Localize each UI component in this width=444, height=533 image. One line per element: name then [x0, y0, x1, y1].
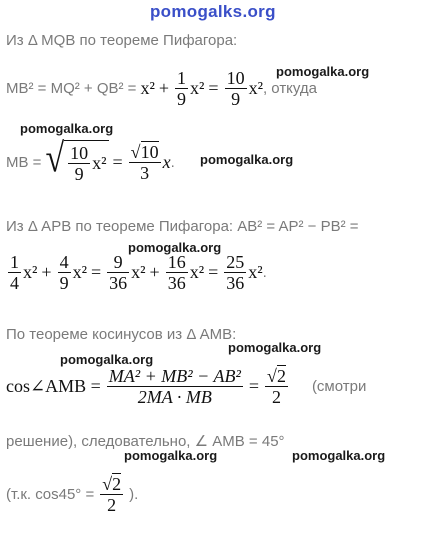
- plus-sign: +: [149, 262, 160, 282]
- term-x2: x²: [92, 153, 107, 173]
- equals-sign: =: [208, 78, 219, 98]
- term-x2: x²: [190, 78, 205, 98]
- term-x2: x²: [248, 78, 263, 98]
- fraction-10-9: [68, 143, 90, 184]
- numerator: √2: [102, 474, 122, 494]
- numerator: 25: [226, 252, 245, 272]
- equation-mb-squared: [6, 68, 317, 109]
- numerator: 1: [10, 252, 19, 272]
- watermark: pomogalka.org: [292, 448, 386, 463]
- denominator: 2: [107, 495, 117, 515]
- text-since-cos45: (т.к. cos45° =: [6, 486, 95, 503]
- equals-sign: =: [248, 376, 260, 396]
- cos-amb-lhs: cos∠AMB =: [6, 376, 101, 396]
- watermark: pomogalka.org: [60, 352, 154, 367]
- denominator: 9: [231, 89, 241, 109]
- denominator: 9: [59, 273, 69, 293]
- period: .: [262, 264, 267, 281]
- denominator: 2: [271, 387, 281, 407]
- text-otkuda: , откуда: [262, 80, 318, 97]
- denominator: 2MA · MB: [137, 387, 212, 407]
- equation-cos45: [6, 474, 138, 515]
- text-mqb-pythagoras: Из Δ MQB по теореме Пифагора:: [6, 32, 238, 49]
- term-x: x: [162, 151, 171, 172]
- numerator: √10: [130, 141, 159, 162]
- watermark: pomogalka.org: [200, 152, 294, 167]
- text-apb-pythagoras: Из Δ APB по теореме Пифагора: AB² = AP² − PB² =: [6, 218, 359, 235]
- denominator: 9: [177, 89, 186, 109]
- fraction-sqrt10-3: [129, 142, 161, 183]
- text-close: ).: [129, 486, 139, 503]
- equals-sign: =: [112, 151, 123, 172]
- term-x2: x²: [23, 262, 38, 282]
- numerator: 16: [167, 252, 186, 272]
- term-x2: x²: [248, 262, 263, 282]
- denominator: 3: [140, 162, 150, 183]
- text-cosine-theorem: По теореме косинусов из Δ AMB:: [6, 326, 237, 343]
- equation-mb: [6, 136, 175, 184]
- term-x2: x²: [189, 262, 205, 282]
- fraction-1-9: [175, 68, 188, 109]
- denominator: 4: [10, 273, 19, 293]
- equation-cos-amb: [6, 366, 366, 407]
- numerator: √2: [267, 366, 286, 386]
- mb-lhs: MB =: [6, 153, 42, 171]
- watermark: pomogalka.org: [20, 121, 114, 136]
- equals-sign: =: [208, 262, 219, 282]
- fraction-1-4: [8, 252, 21, 293]
- numerator: 10: [226, 68, 245, 88]
- numerator: 1: [177, 68, 186, 88]
- fraction-sqrt2-2: [100, 474, 123, 515]
- watermark: pomogalka.org: [124, 448, 218, 463]
- text-therefore-45: решение), следовательно, ∠ AMB = 45°: [6, 433, 285, 450]
- equation-ab-squared: [6, 252, 267, 293]
- fraction-cosine: [107, 366, 243, 407]
- mb2-lhs: MB² = MQ² + QB² =: [6, 80, 137, 97]
- fraction-sqrt2-2: [265, 366, 288, 407]
- site-logo[interactable]: pomogalks.org: [150, 2, 276, 21]
- watermark: pomogalka.org: [276, 64, 370, 79]
- term-x2: x²: [140, 78, 155, 98]
- denominator: 36: [109, 273, 128, 293]
- term-x2: x²: [131, 262, 146, 282]
- fraction-25-36: [224, 252, 246, 293]
- fraction-10-9: [225, 68, 247, 109]
- watermark: pomogalka.org: [228, 340, 322, 355]
- fraction-4-9: [58, 252, 71, 293]
- numerator: 4: [59, 252, 69, 272]
- fraction-9-36: [107, 252, 129, 293]
- sqrt-10-9-x2: √ $\frac{10}{9}$ x²: [45, 136, 107, 184]
- equals-sign: =: [90, 262, 102, 282]
- denominator: 9: [74, 164, 84, 184]
- numerator: MA² + MB² − AB²: [108, 366, 241, 386]
- denominator: 36: [226, 273, 245, 293]
- numerator: 9: [113, 252, 123, 272]
- plus-sign: +: [158, 78, 169, 98]
- denominator: 36: [167, 273, 186, 293]
- numerator: 10: [70, 143, 89, 163]
- period: .: [170, 153, 175, 171]
- watermark: pomogalka.org: [128, 240, 222, 255]
- term-x2: x²: [72, 262, 87, 282]
- fraction-16-36: [166, 252, 188, 293]
- plus-sign: +: [41, 262, 52, 282]
- text-see: (смотри: [311, 378, 367, 395]
